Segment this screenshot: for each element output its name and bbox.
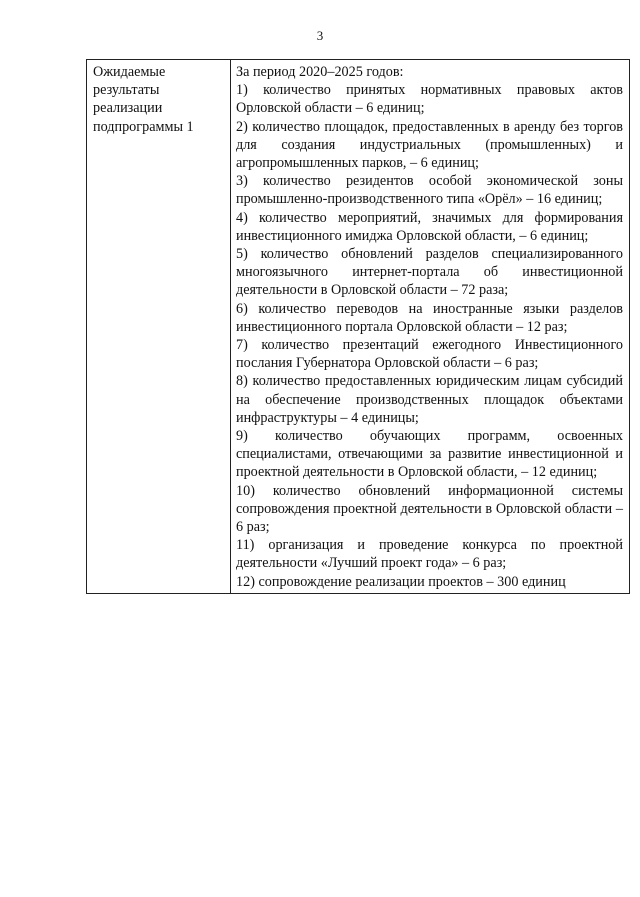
result-item: 5) количество обновлений разделов специализированного многоязычного интернет-портала об инвестиционной деятельности в Орловской области – 72 раза; (236, 246, 623, 299)
period-intro: За период 2020–2025 годов: (236, 64, 404, 80)
result-item: 2) количество площадок, предоставленных в аренду без торгов для создания индустриальных (промышленных) и агропромышленных парков, – 6 единиц; (236, 118, 623, 172)
result-item: 11) организация и проведение конкурса по проектной деятельности «Лучший проект года» – 6 раз; (236, 537, 623, 572)
row-label-line: Ожидаемые (93, 64, 166, 80)
results-table (86, 59, 630, 594)
result-item: 9) количество обучающих программ, освоенных специалистами, отвечающими за развитие инвестиционной и проектной деятельности в Орловской области, – 12 единиц; (236, 428, 623, 481)
result-item: 8) количество предоставленных юридическим лицам субсидий на обеспечение производственных площадок объектами инфраструктуры – 4 единицы; (236, 373, 623, 426)
results-content-cell (231, 60, 630, 594)
result-item: 6) количество переводов на иностранные языки разделов инвестиционного портала Орловской области – 12 раз; (236, 300, 623, 335)
result-item: 7) количество презентаций ежегодного Инвестиционного послания Губернатора Орловской области – 6 раз; (236, 337, 623, 372)
row-label-cell (87, 60, 231, 594)
result-item: 1) количество принятых нормативных правовых актов Орловской области – 6 единиц; (236, 82, 623, 117)
result-item: 12) сопровождение реализации проектов – 300 единиц (236, 573, 566, 590)
row-label-line: подпрограммы 1 (93, 118, 194, 135)
page-number: 3 (316, 28, 324, 43)
row-label-line: реализации (93, 100, 163, 117)
result-item: 10) количество обновлений информационной системы сопровождения проектной деятельности в Орловской области – 6 раз; (236, 482, 623, 536)
result-item: 3) количество резидентов особой экономической зоны промышленно-производственного типа «Орёл» – 16 единиц; (236, 173, 623, 208)
table-row (87, 60, 630, 594)
row-label-line: результаты (93, 82, 160, 99)
result-item: 4) количество мероприятий, значимых для формирования инвестиционного имиджа Орловской области, – 6 единиц; (236, 209, 623, 244)
